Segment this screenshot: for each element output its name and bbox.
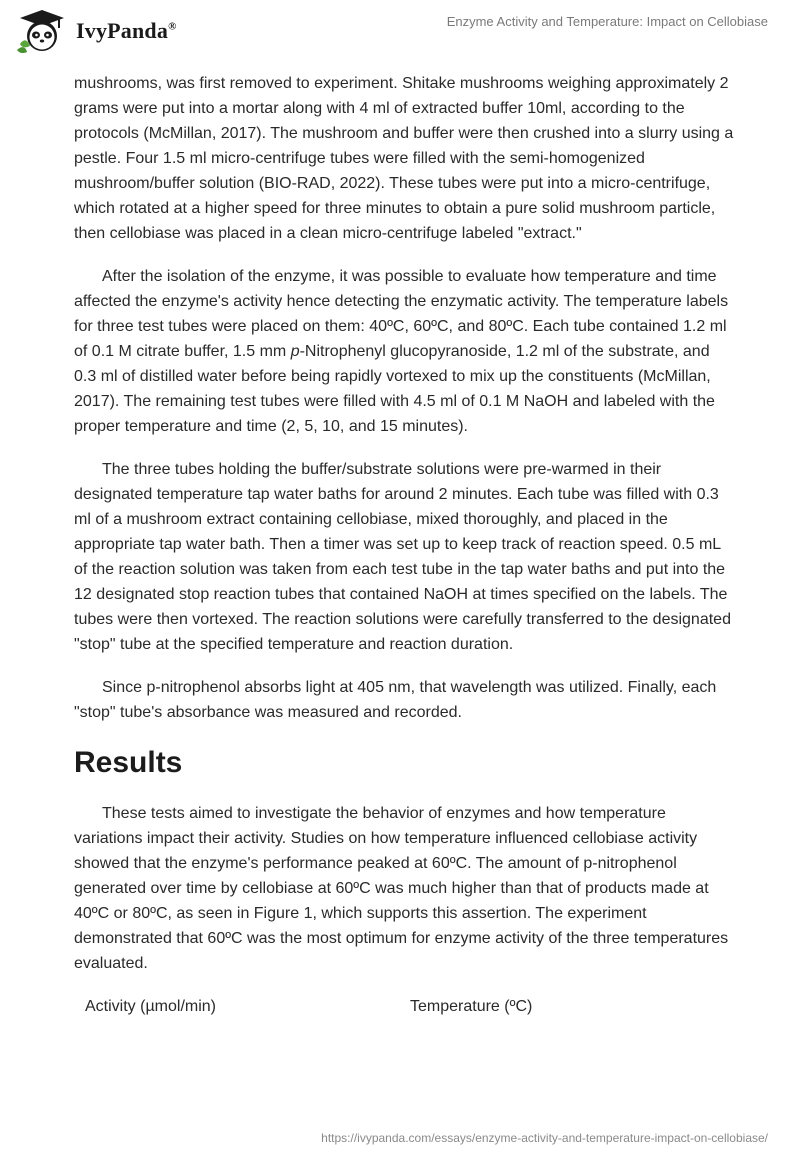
page-header <box>0 0 800 66</box>
italic-p: p <box>290 343 300 360</box>
paragraph-methods-2-a: After the isolation of the enzyme, it was possible to evaluate how temperature and time affected the enzyme's activity hence detecting the enzymatic activity. The temperature labels for three test tubes were placed on them: 40ºC, 60ºC, and 80ºC. Each tube contained 1.2 ml of 0.1 M citrate buffer, 1.5 mm <box>74 268 729 360</box>
paragraph-methods-2 <box>74 264 734 439</box>
paragraph-methods-2-b: -Nitrophenyl glucopyranoside, 1.2 ml of the substrate, and 0.3 ml of distilled water before being rapidly vortexed to mix up the constituents (McMillan, 2017). The remaining test tubes were filled with 4.5 ml of 0.1 M NaOH and labeled with the proper temperature and time (2, 5, 10, and 15 minutes). <box>74 343 715 435</box>
registered-mark: ® <box>168 20 177 33</box>
figure-axis-labels <box>74 994 734 1020</box>
paragraph-methods-3: The three tubes holding the buffer/substrate solutions were pre-warmed in their designated temperature tap water baths for around 2 minutes. Each tube was filled with 0.3 ml of a mushroom extract containing cellobiase, mixed thoroughly, and placed in the appropriate tap water bath. Then a timer was set up to keep track of reaction speed. 0.5 mL of the reaction solution was taken from each test tube in the tap water baths and put into the 12 designated stop reaction tubes that contained NaOH at times specified on the labels. The tubes were then vortexed. The reaction solutions were carefully transferred to the designated "stop" tube at the specified temperature and reaction duration. <box>74 461 731 653</box>
paragraph-methods-4: Since p-nitrophenol absorbs light at 405 nm, that wavelength was utilized. Finally, each "stop" tube's absorbance was measured and recorded. <box>74 679 717 721</box>
paragraph-methods-1: mushrooms, was first removed to experiment. Shitake mushrooms weighing approximately 2 grams were put into a mortar along with 4 ml of extracted buffer 10ml, according to the protocols (McMillan, 2017). The mushroom and buffer were then crushed into a slurry using a pestle. Four 1.5 ml micro-centrifuge tubes were filled with the semi-homogenized mushroom/buffer solution (BIO-RAD, 2022). These tubes were put into a micro-centrifuge, which rotated at a higher speed for three minutes to obtain a pure solid mushroom particle, then cellobiase was placed in a clean micro-centrifuge labeled "extract." <box>74 75 734 242</box>
essay-content <box>74 71 734 1020</box>
axis-label-activity: Activity (µmol/min) <box>85 998 216 1015</box>
source-url-link[interactable]: https://ivypanda.com/essays/enzyme-activity-and-temperature-impact-on-cellobiase/ <box>321 1131 768 1145</box>
axis-label-temperature: Temperature (ºC) <box>410 998 533 1015</box>
results-heading: Results <box>74 746 183 779</box>
panda-logo-icon <box>14 8 70 54</box>
paragraph-results-1: These tests aimed to investigate the behavior of enzymes and how temperature variations impact their activity. Studies on how temperature influenced cellobiase activity showed that the enzyme's performance peaked at 60ºC. The amount of p-nitrophenol generated over time by cellobiase at 60ºC was much higher than that of products made at 40ºC or 80ºC, as seen in Figure 1, which supports this assertion. The experiment demonstrated that 60ºC was the most optimum for enzyme activity of the three temperatures evaluated. <box>74 805 729 972</box>
brand-logo[interactable] <box>14 8 177 54</box>
document-title: Enzyme Activity and Temperature: Impact on Cellobiase <box>446 14 768 29</box>
brand-name: IvyPanda® <box>76 18 177 43</box>
